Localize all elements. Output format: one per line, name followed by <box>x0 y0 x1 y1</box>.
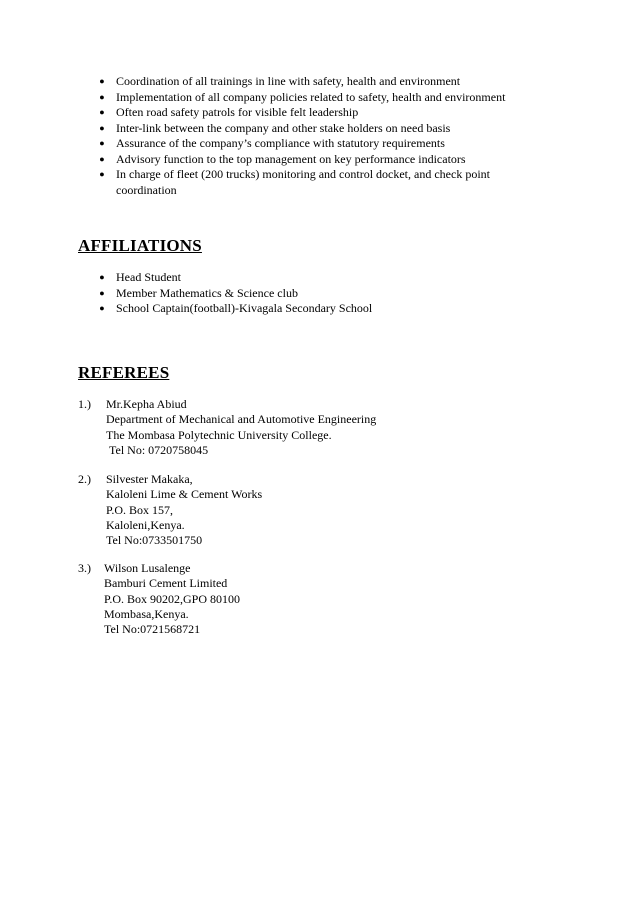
list-item: ● In charge of fleet (200 trucks) monitoring and control docket, and check point coordination <box>96 167 505 198</box>
referee-number: 3.) <box>78 561 91 575</box>
list-item-continuation: coordination <box>116 182 177 197</box>
list-item: ● Implementation of all company policies related to safety, health and environment <box>96 90 505 106</box>
list-item: ● Coordination of all trainings in line with safety, health and environment <box>96 74 505 90</box>
bullet-icon: ● <box>99 287 105 298</box>
referee-details: Mr.Kepha Abiud Department of Mechanical and Automotive Engineering The Mombasa Polytechnic University College. Tel No: 0720758045 <box>106 397 377 457</box>
referee-number: 2.) <box>78 472 91 486</box>
bullet-icon: ● <box>99 169 105 179</box>
bullet-icon: ● <box>99 272 105 282</box>
list-item: ● Advisory function to the top management on key performance indicators <box>96 152 505 168</box>
bullet-icon: ● <box>99 153 105 164</box>
bullet-icon: ● <box>99 303 105 313</box>
duties-list <box>96 74 505 198</box>
bullet-icon: ● <box>99 91 105 102</box>
bullet-icon: ● <box>99 107 105 117</box>
list-item: ● Member Mathematics & Science club <box>96 286 372 302</box>
list-item: ● Often road safety patrols for visible felt leadership <box>96 105 505 121</box>
bullet-icon: ● <box>99 122 105 133</box>
list-item: ● School Captain(football)-Kivagala Secondary School <box>96 301 372 317</box>
referees-heading: REFEREES <box>78 363 170 382</box>
referee-number: 1.) <box>78 397 91 411</box>
referee-details: Wilson Lusalenge Bamburi Cement Limited P.O. Box 90202,GPO 80100 Mombasa,Kenya. Tel No:0721568721 <box>104 561 241 637</box>
bullet-icon: ● <box>99 138 105 148</box>
bullet-icon: ● <box>99 76 105 86</box>
affiliations-list <box>96 270 372 317</box>
list-item: ● Head Student <box>96 270 372 286</box>
referee-details: Silvester Makaka, Kaloleni Lime & Cement Works P.O. Box 157, Kaloleni,Kenya. Tel No:0733501750 <box>106 472 263 548</box>
affiliations-heading: AFFILIATIONS <box>78 236 202 255</box>
list-item: ● Inter-link between the company and other stake holders on need basis <box>96 121 505 137</box>
list-item: ● Assurance of the company’s compliance with statutory requirements <box>96 136 505 152</box>
